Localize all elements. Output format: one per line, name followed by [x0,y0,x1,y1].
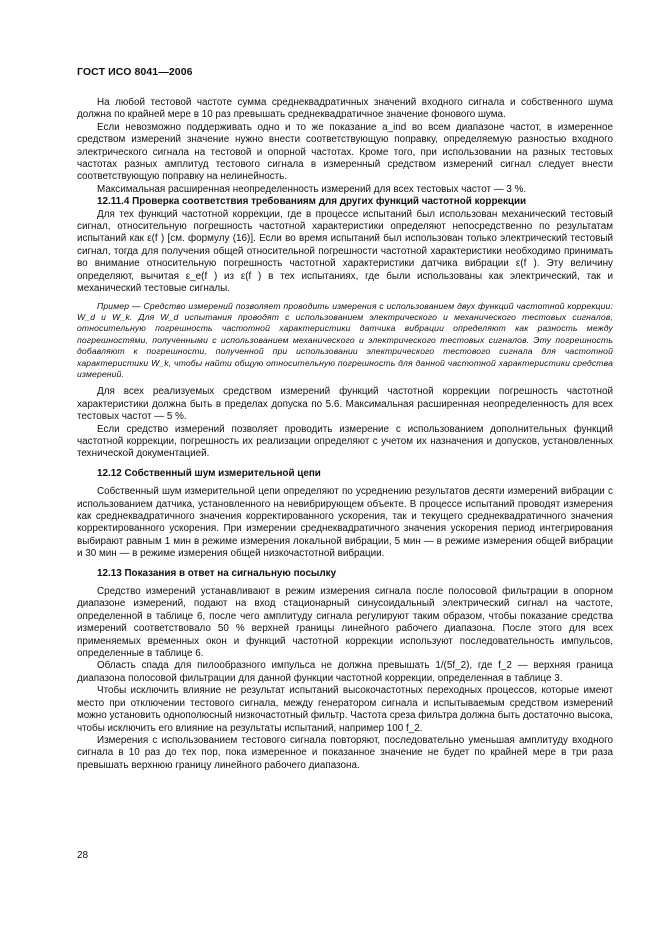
paragraph: Максимальная расширенная неопределенность измерений для всех тестовых частот — 3 %. [97,183,527,195]
paragraph: Для тех функций частотной коррекции, где в процессе испытаний был использован механический тестовый сигнал, относительную погрешность частотной характеристики определяют непосредственно по результатам испытаний как ε(f ) [см. формулу (16)]. Если во время испытаний был использован только электрический тестовый сигнал, тогда для получения общей относительной погрешности частотной характеристики необходимо принимать во внимание относительную погрешность частотной характеристики датчика вибрации ε(f ). Эту величину определяют, вычитая ε_e(f ) из ε(f ) в тех испытаниях, где были использованы как электрический, так и механический тестовые сигналы. [77,208,613,295]
section-heading: 12.13 Показания в ответ на сигнальную посылку [97,567,337,579]
page-number: 28 [77,850,89,861]
section-heading: 12.12 Собственный шум измерительной цепи [97,467,321,479]
paragraph: Если невозможно поддерживать одно и то же показание a_ind во всем диапазоне частот, в измеренное средством измерений значение нужно внести соответствующую поправку, определяемую разностью входного электрического сигнала на тестовой и опорной частотах. Кроме того, при использовании на разных тестовых частотах разных амплитуд тестового сигнала в измеренный средством измерений сигнал следует внести соответствующую поправку на нелинейность. [77,121,613,183]
paragraph: Собственный шум измерительной цепи определяют по усреднению результатов десяти измерений вибрации с использованием датчика, установленного на невибрирующем объекте. В процессе испытаний проводят измерения как среднеквадратичного значения корректированного ускорения, так и текущего среднеквадратичного значения корректированного ускорения. При измерении среднеквадратичного значения ускорения период интегрирования выбирают равным 1 мин в режиме измерения локальной вибрации, 5 мин — в режиме измерения общей вибрации и 30 мин — в режиме измерения общей низкочастотной вибрации. [77,486,613,560]
paragraph: Чтобы исключить влияние не результат испытаний высокочастотных переходных процессов, которые имеют место при отключении тестового сигнала, между генератором сигнала и испытываемым средством измерений можно установить однополюсный низкочастотный фильтр. Частота среза фильтра должна быть достаточно высока, чтобы исключить его влияние на результаты испытаний, например 100 f_2. [77,685,613,734]
document-body [77,97,613,772]
paragraph: Если средство измерений позволяет проводить измерение с использованием дополнительных функций частотной коррекции, погрешность их реализации определяют с учетом их назначения и допусков, установленных технической документацией. [77,423,613,460]
paragraph: Область спада для пилообразного импульса не должна превышать 1/(5f_2), где f_2 — верхняя граница диапазона полосовой фильтрации для данной функции частотной коррекции, определенная в таблице 3. [77,660,613,684]
document-header: ГОСТ ИСО 8041—2006 [77,66,193,78]
paragraph: Для всех реализуемых средством измерений функций частотной коррекции погрешность частотной характеристики должна быть в пределах допуска по 5.6. Максимальная расширенная неопределенность для всех тестовых частот — 5 %. [77,386,613,423]
paragraph: Измерения с использованием тестового сигнала повторяют, последовательно уменьшая амплитуду входного сигнала в 10 раз до тех пор, пока измеренное и показанное значение не будет по крайней мере в три раза превышать верхнюю границу линейного рабочего диапазона. [77,734,613,771]
example-note: Пример — Средство измерений позволяет проводить измерения с использованием двух функций частотной коррекции: W_d и W_k. Для W_d испытания проводят с использованием электрического и механического тестовых сигналов, относительную погрешность частотной характеристики датчика вибрации определяют как разность между погрешностями, полученными с использованием механического и электрического тестовых сигналов. Эту погрешность добавляют к погрешности, полученной при использовании электрического тестового сигнала для частотной характеристики W_k, чтобы найти общую относительную погрешность для данной частотной характеристики средства измерений. [77,300,613,379]
paragraph: Средство измерений устанавливают в режим измерения сигнала после полосовой фильтрации в опорном диапазоне измерений, подают на вход стационарный синусоидальный электрический сигнал на частоте, определенной в таблице 6, после чего амплитуду сигнала регулируют таким образом, чтобы показание средства измерений соответствовало 50 % верхней границы линейного рабочего диапазона. После этого для всех применяемых временных окон и функций частотной коррекции используют последовательность импульсов, определенные в таблице 6. [77,586,613,660]
paragraph: На любой тестовой частоте сумма среднеквадратичных значений входного сигнала и собственного шума должна по крайней мере в 10 раз превышать среднеквадратичное значение фонового шума. [77,97,613,121]
section-heading: 12.11.4 Проверка соответствия требованиям для других функций частотной коррекции [97,196,527,208]
